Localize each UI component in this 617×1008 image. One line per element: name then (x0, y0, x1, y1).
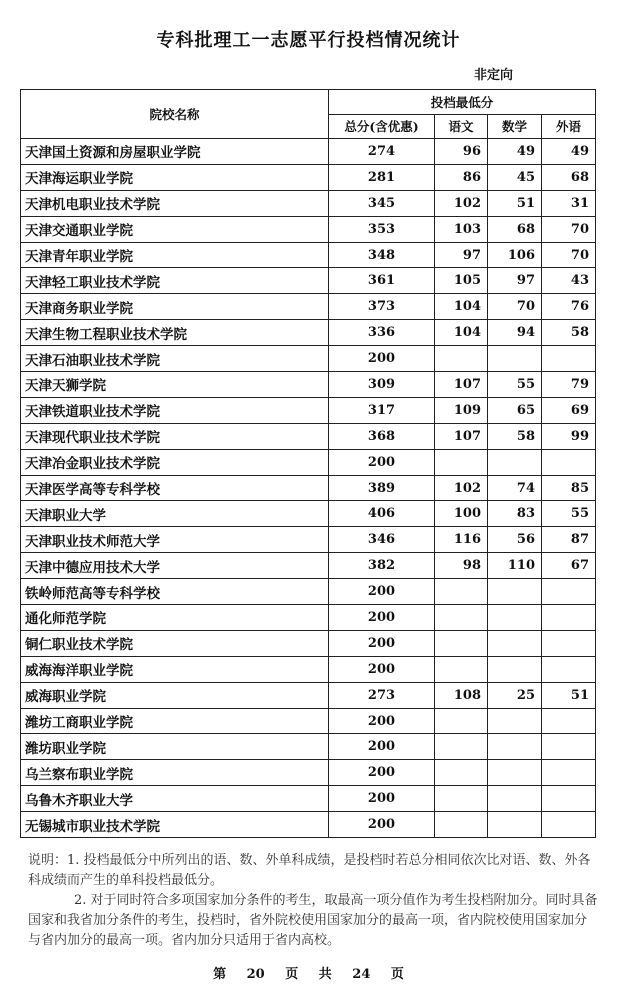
school-name-cell: 无锡城市职业技术学院 (21, 812, 329, 838)
chinese-score-cell (435, 656, 488, 682)
table-row (21, 656, 596, 682)
chinese-score-cell (435, 346, 488, 372)
table-row (21, 268, 596, 294)
total-score-cell: 200 (329, 630, 435, 656)
math-score-cell: 68 (488, 216, 542, 242)
english-score-cell: 99 (542, 423, 596, 449)
english-score-cell (542, 708, 596, 734)
english-score-cell: 87 (542, 527, 596, 553)
math-score-cell: 65 (488, 397, 542, 423)
chinese-score-cell: 86 (435, 164, 488, 190)
chinese-score-cell: 102 (435, 190, 488, 216)
school-name-cell: 铜仁职业技术学院 (21, 630, 329, 656)
table-row (21, 734, 596, 760)
math-score-cell: 25 (488, 682, 542, 708)
english-score-cell: 79 (542, 372, 596, 398)
math-score-cell (488, 656, 542, 682)
math-score-cell (488, 760, 542, 786)
total-score-cell: 200 (329, 449, 435, 475)
chinese-score-cell (435, 734, 488, 760)
total-score-cell: 368 (329, 423, 435, 449)
table-row (21, 682, 596, 708)
english-score-cell (542, 449, 596, 475)
school-name-cell: 天津海运职业学院 (21, 164, 329, 190)
total-score-cell: 317 (329, 397, 435, 423)
chinese-score-cell: 107 (435, 372, 488, 398)
chinese-score-cell: 104 (435, 294, 488, 320)
chinese-score-cell: 98 (435, 553, 488, 579)
english-score-cell (542, 630, 596, 656)
english-score-cell: 67 (542, 553, 596, 579)
math-score-cell (488, 449, 542, 475)
english-score-cell: 85 (542, 475, 596, 501)
table-row (21, 397, 596, 423)
table-row (21, 423, 596, 449)
math-score-cell: 106 (488, 242, 542, 268)
total-score-cell: 406 (329, 501, 435, 527)
math-score-cell (488, 708, 542, 734)
chinese-score-cell: 107 (435, 423, 488, 449)
total-score-cell: 281 (329, 164, 435, 190)
total-score-cell: 309 (329, 372, 435, 398)
english-score-cell: 69 (542, 397, 596, 423)
total-score-cell: 200 (329, 605, 435, 631)
table-body (21, 139, 596, 838)
math-score-cell: 110 (488, 553, 542, 579)
school-name-cell: 天津商务职业学院 (21, 294, 329, 320)
math-score-cell: 55 (488, 372, 542, 398)
chinese-score-cell (435, 605, 488, 631)
math-score-cell: 51 (488, 190, 542, 216)
school-name-cell: 乌兰察布职业学院 (21, 760, 329, 786)
chinese-score-cell (435, 786, 488, 812)
school-name-cell: 乌鲁木齐职业大学 (21, 786, 329, 812)
table-row (21, 786, 596, 812)
table-row (21, 475, 596, 501)
chinese-score-cell: 100 (435, 501, 488, 527)
total-score-cell: 200 (329, 760, 435, 786)
school-name-cell: 天津天狮学院 (21, 372, 329, 398)
math-score-cell (488, 579, 542, 605)
math-score-cell: 83 (488, 501, 542, 527)
english-score-cell: 55 (542, 501, 596, 527)
school-name-cell: 天津生物工程职业技术学院 (21, 320, 329, 346)
chinese-score-cell: 108 (435, 682, 488, 708)
english-score-cell: 51 (542, 682, 596, 708)
school-name-cell: 通化师范学院 (21, 605, 329, 631)
school-name-cell: 天津医学高等专科学校 (21, 475, 329, 501)
school-name-cell: 天津职业大学 (21, 501, 329, 527)
school-name-cell: 天津机电职业技术学院 (21, 190, 329, 216)
english-score-cell: 49 (542, 139, 596, 165)
english-score-cell (542, 579, 596, 605)
total-score-cell: 345 (329, 190, 435, 216)
math-score-cell (488, 630, 542, 656)
total-score-cell: 200 (329, 708, 435, 734)
english-score-cell (542, 605, 596, 631)
note-2: 2. 对于同时符合多项国家加分条件的考生，取最高一项分值作为考生投档附加分。同时具备国家和我省加分条件的考生，投档时，省外院校使用国家加分的最高一项，省内院校使用国家加分与省内加分的最高一项。省内加分只适用于省内高校。 (28, 893, 598, 948)
total-score-cell: 274 (329, 139, 435, 165)
english-score-cell: 76 (542, 294, 596, 320)
header-school-name: 院校名称 (21, 90, 329, 139)
school-name-cell: 天津石油职业技术学院 (21, 346, 329, 372)
header-min-score-group: 投档最低分 (329, 90, 596, 115)
english-score-cell: 68 (542, 164, 596, 190)
table-row (21, 216, 596, 242)
header-math: 数学 (488, 114, 542, 139)
table-row (21, 812, 596, 838)
chinese-score-cell: 103 (435, 216, 488, 242)
english-score-cell (542, 786, 596, 812)
table-row (21, 579, 596, 605)
english-score-cell: 31 (542, 190, 596, 216)
math-score-cell (488, 734, 542, 760)
english-score-cell (542, 734, 596, 760)
chinese-score-cell: 96 (435, 139, 488, 165)
total-score-cell: 353 (329, 216, 435, 242)
table-row (21, 630, 596, 656)
header-total: 总分(含优惠) (329, 114, 435, 139)
math-score-cell (488, 812, 542, 838)
admission-score-table (20, 89, 596, 838)
school-name-cell: 天津现代职业技术学院 (21, 423, 329, 449)
page-footer: 第 20 页 共 24 页 (213, 967, 404, 982)
math-score-cell: 49 (488, 139, 542, 165)
chinese-score-cell: 104 (435, 320, 488, 346)
table-row (21, 708, 596, 734)
school-name-cell: 潍坊职业学院 (21, 734, 329, 760)
page-subtitle: 非定向 (474, 68, 514, 83)
table-row (21, 294, 596, 320)
math-score-cell: 58 (488, 423, 542, 449)
table-row (21, 501, 596, 527)
total-score-cell: 361 (329, 268, 435, 294)
math-score-cell: 70 (488, 294, 542, 320)
table-row (21, 527, 596, 553)
total-score-cell: 348 (329, 242, 435, 268)
english-score-cell (542, 656, 596, 682)
chinese-score-cell: 97 (435, 242, 488, 268)
math-score-cell: 97 (488, 268, 542, 294)
table-row (21, 760, 596, 786)
school-name-cell: 天津铁道职业技术学院 (21, 397, 329, 423)
chinese-score-cell (435, 812, 488, 838)
math-score-cell: 56 (488, 527, 542, 553)
total-score-cell: 200 (329, 579, 435, 605)
school-name-cell: 天津轻工职业技术学院 (21, 268, 329, 294)
chinese-score-cell: 102 (435, 475, 488, 501)
math-score-cell (488, 605, 542, 631)
table-row (21, 242, 596, 268)
school-name-cell: 天津国土资源和房屋职业学院 (21, 139, 329, 165)
table-row (21, 190, 596, 216)
header-chinese: 语文 (435, 114, 488, 139)
table-row (21, 346, 596, 372)
english-score-cell: 70 (542, 242, 596, 268)
school-name-cell: 潍坊工商职业学院 (21, 708, 329, 734)
total-score-cell: 336 (329, 320, 435, 346)
total-score-cell: 273 (329, 682, 435, 708)
math-score-cell: 45 (488, 164, 542, 190)
table-row (21, 553, 596, 579)
school-name-cell: 天津青年职业学院 (21, 242, 329, 268)
table-row (21, 320, 596, 346)
total-score-cell: 382 (329, 553, 435, 579)
school-name-cell: 天津职业技术师范大学 (21, 527, 329, 553)
header-english: 外语 (542, 114, 596, 139)
notes (28, 851, 598, 951)
chinese-score-cell: 109 (435, 397, 488, 423)
school-name-cell: 威海海洋职业学院 (21, 656, 329, 682)
page-title: 专科批理工一志愿平行投档情况统计 (156, 30, 461, 51)
chinese-score-cell: 105 (435, 268, 488, 294)
school-name-cell: 天津交通职业学院 (21, 216, 329, 242)
chinese-score-cell (435, 449, 488, 475)
total-score-cell: 373 (329, 294, 435, 320)
table-row (21, 139, 596, 165)
total-score-cell: 200 (329, 734, 435, 760)
total-score-cell: 346 (329, 527, 435, 553)
chinese-score-cell (435, 708, 488, 734)
english-score-cell: 43 (542, 268, 596, 294)
school-name-cell: 铁岭师范高等专科学校 (21, 579, 329, 605)
table-row (21, 605, 596, 631)
total-score-cell: 200 (329, 812, 435, 838)
chinese-score-cell: 116 (435, 527, 488, 553)
chinese-score-cell (435, 630, 488, 656)
chinese-score-cell (435, 760, 488, 786)
english-score-cell: 58 (542, 320, 596, 346)
english-score-cell (542, 812, 596, 838)
total-score-cell: 200 (329, 786, 435, 812)
chinese-score-cell (435, 579, 488, 605)
school-name-cell: 天津中德应用技术大学 (21, 553, 329, 579)
english-score-cell: 70 (542, 216, 596, 242)
math-score-cell (488, 786, 542, 812)
table-row (21, 449, 596, 475)
math-score-cell: 94 (488, 320, 542, 346)
english-score-cell (542, 760, 596, 786)
total-score-cell: 200 (329, 346, 435, 372)
school-name-cell: 威海职业学院 (21, 682, 329, 708)
english-score-cell (542, 346, 596, 372)
math-score-cell (488, 346, 542, 372)
total-score-cell: 200 (329, 656, 435, 682)
school-name-cell: 天津冶金职业技术学院 (21, 449, 329, 475)
table-row (21, 164, 596, 190)
note-1: 说明：1. 投档最低分中所列出的语、数、外单科成绩，是投档时若总分相同依次比对语、数、外各科成绩而产生的单科投档最低分。 (28, 853, 591, 888)
total-score-cell: 389 (329, 475, 435, 501)
table-row (21, 372, 596, 398)
math-score-cell: 74 (488, 475, 542, 501)
